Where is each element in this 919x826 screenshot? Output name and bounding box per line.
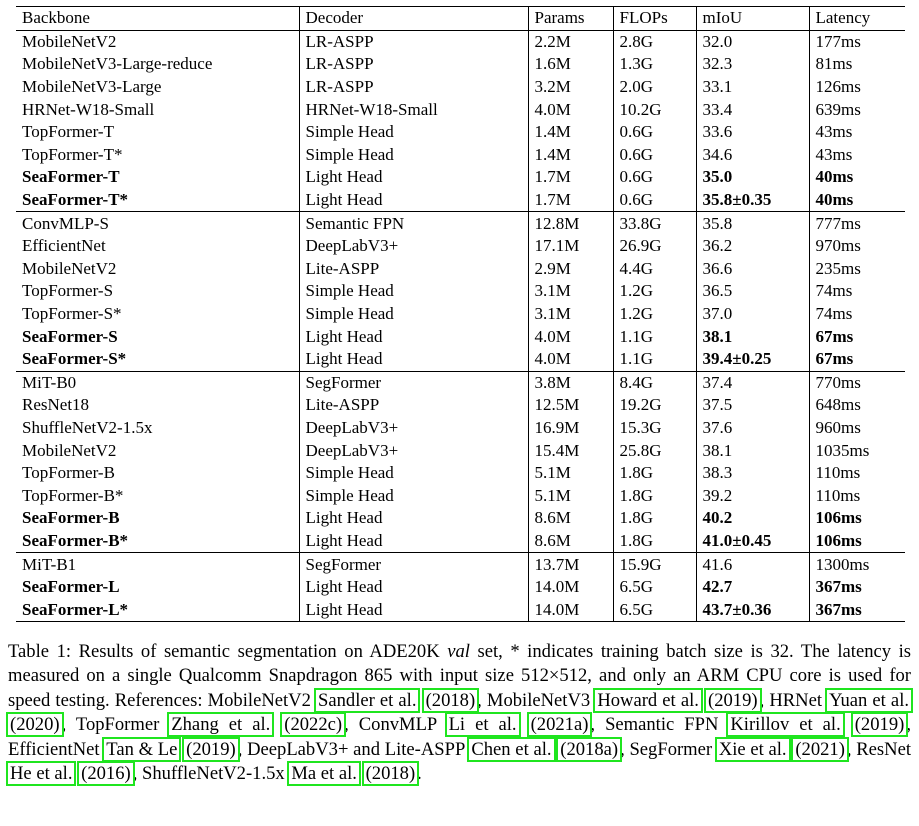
latency-cell: 777ms [809,212,905,235]
decoder-cell: Light Head [299,576,528,599]
flops-cell: 6.5G [613,598,696,621]
decoder-cell: Semantic FPN [299,212,528,235]
decoder-cell: Simple Head [299,121,528,144]
table-group [16,371,905,553]
decoder-cell: LR-ASPP [299,76,528,99]
flops-cell: 6.5G [613,576,696,599]
latency-cell: 67ms [815,349,854,369]
miou-cell: 38.1 [696,325,809,348]
decoder-cell: Light Head [299,325,528,348]
citation-link[interactable]: Tan & Le [106,738,178,760]
miou-cell: 34.6 [696,144,809,167]
params-cell: 8.6M [528,507,613,530]
table-group [16,30,905,212]
params-cell: 2.9M [528,258,613,281]
citation-link[interactable]: Ma et al. [291,763,357,785]
flops-cell: 1.1G [613,325,696,348]
backbone-cell: EfficientNet [16,235,299,258]
flops-cell: 0.6G [613,189,696,212]
latency-cell: 367ms [815,577,862,597]
citation-year-link[interactable]: (2016) [81,763,131,785]
header-decoder: Decoder [299,7,528,31]
decoder-cell: HRNet-W18-Small [299,98,528,121]
miou-cell: 40.2 [696,507,809,530]
miou-cell: 41.6 [696,553,809,576]
table-row [16,303,905,326]
flops-cell: 1.8G [613,484,696,507]
table-row [16,484,905,507]
miou-cell: 33.6 [696,121,809,144]
citation-link[interactable]: Chen et al. [471,738,552,760]
miou-cell: 37.4 [696,371,809,394]
citation-link[interactable]: Yuan et al. [829,689,910,711]
backbone-cell: SeaFormer-T* [16,189,299,212]
decoder-cell: Lite-ASPP [299,258,528,281]
backbone-cell: MobileNetV2 [16,30,299,53]
caption-text: Table 1: Results of semantic segmentation on ADE20K [8,641,448,662]
flops-cell: 2.8G [613,30,696,53]
flops-cell: 1.1G [613,348,696,371]
table-row [16,189,905,212]
table-row [16,98,905,121]
citation-year-link[interactable]: (2021) [795,738,845,760]
params-cell: 14.0M [528,598,613,621]
table-row [16,144,905,167]
miou-cell: 37.6 [696,417,809,440]
decoder-cell: Simple Head [299,280,528,303]
decoder-cell: Light Head [299,189,528,212]
backbone-cell: MobileNetV2 [16,439,299,462]
backbone-cell: MobileNetV2 [16,258,299,281]
backbone-cell: SeaFormer-L [16,576,299,599]
decoder-cell: LR-ASPP [299,30,528,53]
results-table [16,6,905,622]
backbone-cell: TopFormer-S [16,280,299,303]
flops-cell: 1.8G [613,462,696,485]
params-cell: 14.0M [528,576,613,599]
flops-cell: 15.9G [613,553,696,576]
caption-val: val [447,641,470,662]
flops-cell: 8.4G [613,371,696,394]
flops-cell: 25.8G [613,439,696,462]
latency-cell: 74ms [815,304,853,324]
latency-cell: 40ms [815,167,854,187]
miou-cell: 35.0 [696,166,809,189]
miou-cell: 43.7±0.36 [696,598,809,621]
caption-text: , EfficientNet [8,714,911,760]
backbone-cell: SeaFormer-B* [16,530,299,553]
miou-cell: 33.4 [696,98,809,121]
latency-cell: 970ms [815,236,861,256]
params-cell: 3.1M [528,303,613,326]
caption-text: , ShuffleNetV2-1.5x [132,763,290,785]
table-row [16,76,905,99]
params-cell: 12.8M [528,212,613,235]
table-row [16,553,905,576]
table-group [16,212,905,371]
backbone-cell: TopFormer-T* [16,144,299,167]
citation-year-link[interactable]: (2018) [365,763,416,785]
latency-cell: 74ms [815,281,853,301]
params-cell: 1.4M [528,144,613,167]
flops-cell: 15.3G [613,417,696,440]
miou-cell: 39.2 [696,484,809,507]
backbone-cell: SeaFormer-L* [16,598,299,621]
miou-cell: 38.3 [696,462,809,485]
latency-cell: 40ms [815,190,854,210]
citation-year-link[interactable]: (2019) [854,714,905,736]
header-params: Params [528,7,613,31]
miou-cell: 35.8 [696,212,809,235]
backbone-cell: ShuffleNetV2-1.5x [16,417,299,440]
backbone-cell: MobileNetV3-Large [16,76,299,99]
params-cell: 17.1M [528,235,613,258]
decoder-cell: SegFormer [299,371,528,394]
table-row [16,53,905,76]
table-header [16,7,905,31]
citation-year-link[interactable]: (2020) [10,714,60,736]
backbone-cell: MobileNetV3-Large-reduce [16,53,299,76]
miou-cell: 32.3 [696,53,809,76]
table-group [16,553,905,622]
params-cell: 1.4M [528,121,613,144]
decoder-cell: Simple Head [299,303,528,326]
latency-cell: 110ms [815,463,861,483]
citation-year-link[interactable]: (2021a) [530,714,589,736]
citation-link[interactable]: Kirillov et al. [730,714,841,736]
miou-cell: 32.0 [696,30,809,53]
flops-cell: 1.8G [613,530,696,553]
decoder-cell: Light Head [299,598,528,621]
latency-cell: 367ms [815,599,862,619]
params-cell: 13.7M [528,553,613,576]
latency-cell: 960ms [815,417,861,437]
flops-cell: 0.6G [613,166,696,189]
backbone-cell: MiT-B0 [16,371,299,394]
latency-cell: 81ms [815,54,853,74]
decoder-cell: Simple Head [299,462,528,485]
params-cell: 1.7M [528,189,613,212]
miou-cell: 41.0±0.45 [696,530,809,553]
params-cell: 1.7M [528,166,613,189]
backbone-cell: SeaFormer-S* [16,348,299,371]
latency-cell: 1300ms [809,553,905,576]
miou-cell: 35.8±0.35 [696,189,809,212]
latency-cell: 126ms [815,77,861,97]
params-cell: 8.6M [528,530,613,553]
miou-cell: 42.7 [696,576,809,599]
citation-year-link[interactable]: (2019) [186,738,236,760]
table-row [16,280,905,303]
citation-link[interactable]: Xie et al. [718,738,787,760]
flops-cell: 2.0G [613,76,696,99]
backbone-cell: ResNet18 [16,394,299,417]
caption-text: , TopFormer [61,714,170,736]
backbone-cell: SeaFormer-B [16,507,299,530]
flops-cell: 1.2G [613,280,696,303]
params-cell: 4.0M [528,348,613,371]
backbone-cell: TopFormer-T [16,121,299,144]
flops-cell: 26.9G [613,235,696,258]
params-cell: 4.0M [528,98,613,121]
latency-cell: 110ms [815,485,861,505]
caption-text: , MobileNetV3 [477,689,596,711]
decoder-cell: DeepLabV3+ [299,235,528,258]
flops-cell: 4.4G [613,258,696,281]
citation-year-link[interactable]: (2022c) [284,714,343,736]
caption-text: , ConvMLP [344,714,447,736]
table-row [16,166,905,189]
backbone-cell: HRNet-W18-Small [16,98,299,121]
caption-text: , DeepLabV3+ and Lite-ASPP [237,738,470,760]
citation-year-link[interactable]: (2018a) [560,738,619,760]
flops-cell: 1.3G [613,53,696,76]
decoder-cell: Light Head [299,348,528,371]
table-row [16,507,905,530]
citation-link[interactable]: Howard et al. [597,689,699,711]
decoder-cell: Light Head [299,530,528,553]
params-cell: 3.2M [528,76,613,99]
backbone-cell: TopFormer-S* [16,303,299,326]
backbone-cell: MiT-B1 [16,553,299,576]
header-miou: mIoU [696,7,809,31]
miou-cell: 37.5 [696,394,809,417]
latency-cell: 43ms [815,144,853,164]
decoder-cell: Lite-ASPP [299,394,528,417]
citation-link[interactable]: He et al. [10,763,73,785]
table-row [16,576,905,599]
miou-cell: 36.5 [696,280,809,303]
caption-text: , ResNet [846,738,912,760]
table-row [16,121,905,144]
latency-cell: 43ms [815,122,853,142]
table-row [16,371,905,394]
decoder-cell: DeepLabV3+ [299,417,528,440]
latency-cell: 106ms [815,530,862,550]
params-cell: 16.9M [528,417,613,440]
latency-cell: 1035ms [815,440,870,460]
params-cell: 5.1M [528,462,613,485]
backbone-cell: SeaFormer-T [16,166,299,189]
header-latency: Latency [815,8,871,28]
citation-year-link[interactable]: (2018) [425,689,476,711]
backbone-cell: SeaFormer-S [16,325,299,348]
table-caption [8,640,911,786]
table-row [16,439,905,462]
table-row [16,530,905,553]
flops-cell: 0.6G [613,121,696,144]
table-row [16,417,905,440]
citation-link[interactable]: Sandler et al. [318,689,417,711]
table-row [16,258,905,281]
citation-link[interactable]: Li et al. [448,714,517,736]
params-cell: 1.6M [528,53,613,76]
params-cell: 15.4M [528,439,613,462]
backbone-cell: ConvMLP-S [16,212,299,235]
params-cell: 4.0M [528,325,613,348]
decoder-cell: Light Head [299,166,528,189]
latency-cell: 648ms [815,395,861,415]
table-row [16,462,905,485]
table-row [16,598,905,621]
miou-cell: 39.4±0.25 [696,348,809,371]
params-cell: 3.8M [528,371,613,394]
flops-cell: 33.8G [613,212,696,235]
table-row [16,212,905,235]
latency-cell: 639ms [815,99,861,119]
header-backbone: Backbone [16,7,299,31]
backbone-cell: TopFormer-B [16,462,299,485]
citation-year-link[interactable]: (2019) [708,689,758,711]
header-flops: FLOPs [613,7,696,31]
latency-cell: 235ms [815,258,861,278]
table-row [16,394,905,417]
decoder-cell: LR-ASPP [299,53,528,76]
latency-cell: 770ms [809,371,905,394]
decoder-cell: Simple Head [299,144,528,167]
table-row [16,30,905,53]
caption-text: set, * indicates training batch size is 32. The latency is measured on a single Qualcomm Snapdragon 865 with input size 512×512, and only an ARM CPU core is used for speed testing. References: MobileNetV2 [8,641,911,711]
table-row [16,235,905,258]
latency-cell: 106ms [815,508,862,528]
citation-link[interactable]: Zhang et al. [171,714,271,736]
flops-cell: 19.2G [613,394,696,417]
decoder-cell: DeepLabV3+ [299,439,528,462]
miou-cell: 33.1 [696,76,809,99]
decoder-cell: Light Head [299,507,528,530]
miou-cell: 37.0 [696,303,809,326]
params-cell: 12.5M [528,394,613,417]
caption-text: , HRNet [759,689,828,711]
backbone-cell: TopFormer-B* [16,484,299,507]
miou-cell: 38.1 [696,439,809,462]
miou-cell: 36.6 [696,258,809,281]
miou-cell: 36.2 [696,235,809,258]
flops-cell: 1.2G [613,303,696,326]
latency-cell: 67ms [815,326,854,346]
latency-cell: 177ms [815,31,861,51]
caption-text: , Semantic FPN [590,714,729,736]
params-cell: 3.1M [528,280,613,303]
params-cell: 2.2M [528,30,613,53]
caption-text: , SegFormer [620,738,717,760]
params-cell: 5.1M [528,484,613,507]
flops-cell: 1.8G [613,507,696,530]
decoder-cell: SegFormer [299,553,528,576]
caption-text: . [417,763,422,785]
table-row [16,348,905,371]
table-row [16,325,905,348]
decoder-cell: Simple Head [299,484,528,507]
flops-cell: 0.6G [613,144,696,167]
flops-cell: 10.2G [613,98,696,121]
